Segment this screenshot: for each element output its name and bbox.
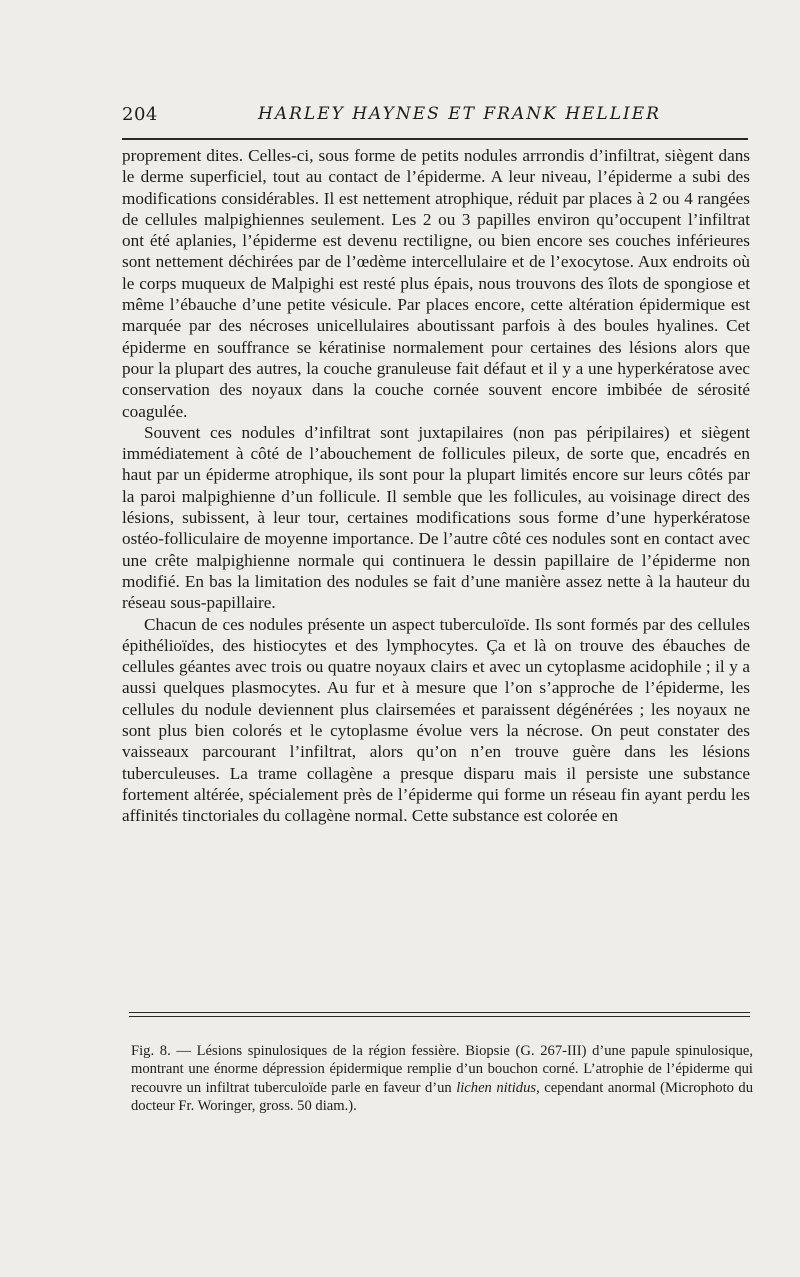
caption-part-1: Fig. 8. — Lésions spinulosiques de la région fessière. Biopsie (G. 267-III) d’une papule spinulosique, montrant une énorme dépression épidermique remplie d’un bouchon corné. L’atrophie de l’épiderme qui recouvre un infiltrat tuberculoïde parle en faveur d’un	[131, 1043, 753, 1096]
caption-italic-term: lichen nitidus	[456, 1079, 537, 1096]
figure-separator-rules	[129, 1012, 750, 1020]
body-text	[122, 145, 750, 827]
caption-text	[131, 1042, 753, 1116]
page-header	[122, 104, 752, 134]
running-title: HARLEY HAYNES ET FRANK HELLIER	[258, 104, 661, 124]
paragraph-1: proprement dites. Celles-ci, sous forme de petits nodules arrrondis d’infiltrat, siègent dans le derme superficiel, tout au contact de l’épiderme. A leur niveau, l’épiderme a subi des modifications considérables. Il est nettement atrophique, réduit par places à 2 ou 4 rangées de cellules malpighiennes seulement. Les 2 ou 3 papilles environ qu’occupent l’infiltrat ont été aplanies, l’épiderme est devenu rectiligne, ou bien encore ses couches inférieures sont nettement déchirées par de l’œdème intercellulaire et de l’exocytose. Aux endroits où le corps muqueux de Malpighi est resté plus épais, nous trouvons des îlots de spongiose et même l’ébauche d’une petite vésicule. Par places encore, cette altération épidermique est marquée par des nécroses unicellulaires aboutissant parfois à des boules hyalines. Cet épiderme en souffrance se kératinise normalement pour certaines des lésions alors que pour la plupart des autres, la couche granuleuse fait défaut et il y a une hyperkératose avec conservation des noyaux dans la couche cornée souvent encore imbibée de sérosité coagulée.	[122, 146, 750, 421]
caption-part-2: , cependant anormal (Microphoto du docteur Fr. Woringer, gross. 50 diam.).	[131, 1079, 753, 1115]
header-rule	[122, 138, 748, 140]
paragraph-2: Souvent ces nodules d’infiltrat sont juxtapilaires (non pas péripilaires) et siègent immédiatement à côté de l’abouchement de follicules pileux, de sorte que, encadrés en haut par un épiderme atrophique, ils sont pour la plupart limités encore sur leurs côtés par la paroi malpighienne d’un follicule. Il semble que les follicules, au voisinage direct des lésions, subissent, à leur tour, certaines modifications sous forme d’une hyperkératose ostéo-folliculaire de moyenne importance. De l’autre côté ces nodules sont en contact avec une crête malpighienne normale qui continuera le dessin papillaire de l’épiderme non modifié. En bas la limitation des nodules se fait d’une manière assez nette à la hauteur du réseau sous-papillaire.	[122, 422, 750, 613]
separator-rule	[129, 1012, 750, 1013]
figure-caption	[131, 1042, 753, 1116]
separator-rule	[129, 1016, 750, 1017]
page-number: 204	[122, 104, 158, 125]
paragraph-3: Chacun de ces nodules présente un aspect tuberculoïde. Ils sont formés par des cellules épithélioïdes, des histiocytes et des lymphocytes. Ça et là on trouve des ébauches de cellules géantes avec trois ou quatre noyaux clairs et avec un cytoplasme acidophile ; il y a aussi quelques plasmocytes. Au fur et à mesure que l’on s’approche de l’épiderme, les cellules du nodule deviennent plus clairsemées et paraissent dégénérées ; les noyaux ne sont plus bien colorés et le cytoplasme évolue vers la nécrose. On peut constater des vaisseaux parcourant l’infiltrat, alors qu’on n’en trouve guère dans les lésions tuberculeuses. La trame collagène a presque disparu mais il persiste une substance fortement altérée, spécialement près de l’épiderme qui forme un réseau fin ayant perdu les affinités tinctoriales du collagène normal. Cette substance est colorée en	[122, 614, 750, 826]
